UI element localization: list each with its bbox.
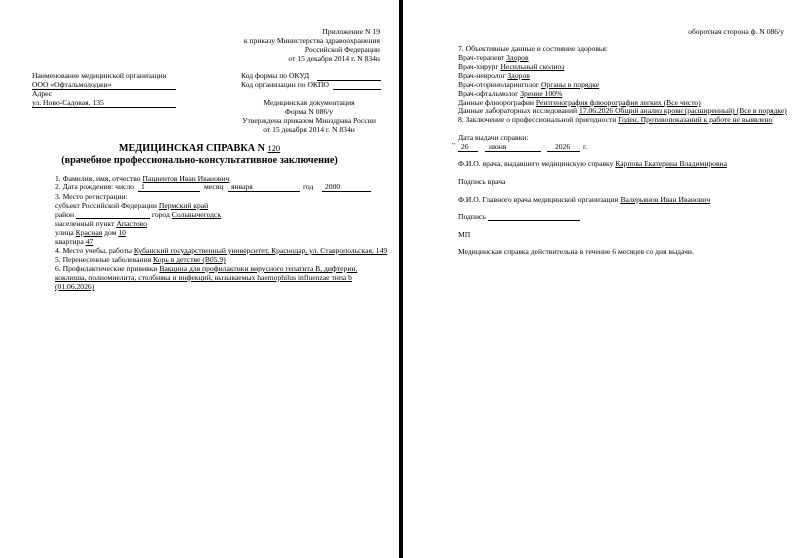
signature-row <box>458 212 580 221</box>
study-row <box>55 246 387 255</box>
doctor-row-ent <box>458 80 599 89</box>
signature-line <box>488 212 580 221</box>
vaccination-label: 6. Профилактические прививки <box>55 264 158 273</box>
doctor-value: Здоров <box>507 71 530 80</box>
doctor-label: Врач-хирург <box>458 62 499 71</box>
city-value: Сольвычегодск <box>171 210 222 219</box>
back-page <box>403 0 800 558</box>
vaccination-row <box>55 264 357 273</box>
district-value-line <box>76 210 150 219</box>
conclusion-value: Годен, Противопоказаний к работе не выявлено <box>618 115 773 124</box>
dob-year-label: год <box>303 182 314 191</box>
org-address-label: Адрес <box>32 89 53 98</box>
org-address-value: ул. Ново-Садовая, 135 <box>32 98 176 108</box>
city-label: город <box>151 210 170 219</box>
doctor-value: Зрение 100% <box>520 89 563 98</box>
apartment-value: 47 <box>85 237 94 246</box>
subject-row <box>55 201 208 210</box>
med-doc-line-2: Форма N 086/у <box>284 107 334 116</box>
subject-value: Пермский край <box>158 201 209 210</box>
fio-value: Пациентов Иван Иванович <box>142 174 230 183</box>
district-label: район <box>55 210 75 219</box>
settlement-value: Апастово <box>116 219 147 228</box>
doctor-fio-label: Ф.И.О. врача, выдавшего медицинскую справку <box>458 159 614 168</box>
stamp-label: МП <box>458 230 471 239</box>
issue-date-label: Дата выдачи справки: <box>458 133 529 142</box>
doctor-fio-row <box>458 159 727 168</box>
apartment-row <box>55 237 93 246</box>
settlement-label: населенный пункт <box>55 219 115 228</box>
validity-note: Медицинская справка действительна в течение 6 месяцев со дня выдачи. <box>458 247 694 256</box>
issue-day <box>458 142 478 152</box>
dob-day-text: 1 <box>141 182 145 191</box>
okud-label: Код формы по ОКУД <box>241 71 310 80</box>
chief-fio-row <box>458 195 710 204</box>
illness-row <box>55 255 226 264</box>
doctor-row-surgeon <box>458 62 564 71</box>
appendix-line-2: к приказу Министерства здравоохранения <box>243 36 380 45</box>
street-row <box>55 228 126 237</box>
issue-year-suffix: г. <box>583 142 588 151</box>
org-name-label: Наименование медицинской организации <box>32 71 167 80</box>
dob-month <box>228 182 300 192</box>
dob-year-text: 2000 <box>325 182 341 191</box>
chief-fio-value: Валерьянов Иван Иванович <box>620 195 711 204</box>
appendix-line-3: Российской Федерации <box>304 45 380 54</box>
issue-year <box>547 142 580 152</box>
doctor-value: Здоров <box>506 53 529 62</box>
issue-month <box>485 142 541 152</box>
doctor-label: Врач-терапевт <box>458 53 505 62</box>
fluorography-label: Данные флюорографии <box>458 98 534 107</box>
document-title-prefix: МЕДИЦИНСКАЯ СПРАВКА N <box>118 143 265 154</box>
okpo-value-line <box>333 80 381 90</box>
fluorography-value: Рентгенография флюорография легких (Все чисто) <box>535 98 701 107</box>
vaccination-value-line-3: (01.06.2026) <box>55 282 95 291</box>
study-label: 4. Место учебы, работы <box>55 246 132 255</box>
doctor-label: Врач-оториноларинголог <box>458 80 540 89</box>
doctor-value: Органы в порядке <box>540 80 600 89</box>
document-subtitle: (врачебное профессионально-консультативное заключение) <box>61 155 338 166</box>
doctor-fio-value: Карпова Екатерина Владимировна <box>615 159 727 168</box>
doctor-signature-label: Подпись врача <box>458 177 506 186</box>
med-doc-line-1: Медицинская документация <box>263 98 355 107</box>
dob-label: 2. Дата рождения: число <box>55 182 134 191</box>
house-value: 10 <box>118 228 126 237</box>
illness-value: Корь в детстве (B05.9) <box>153 255 226 264</box>
document-number: 120 <box>267 144 281 153</box>
okpo-label: Код организации по ОКПО <box>241 80 329 89</box>
dob-month-text: января <box>231 182 253 191</box>
doctor-value: Несильный сколиоз <box>500 62 565 71</box>
issue-month-text: июня <box>489 142 507 151</box>
lab-label: Данные лабораторных исследований <box>458 106 578 115</box>
illness-label: 5. Перенесенные заболевания <box>55 255 152 264</box>
dob-month-label: месяц <box>204 182 224 191</box>
subject-label: субъект Российской Федерации <box>55 201 157 210</box>
front-page <box>0 0 399 558</box>
issue-day-text: 26 <box>461 142 469 151</box>
issue-year-text: 2026 <box>555 142 571 151</box>
lab-row <box>458 106 787 115</box>
dob-year <box>322 182 371 192</box>
conclusion-row <box>458 115 773 124</box>
vaccination-value-line-2: коклюша, полиомиелита, столбняка и инфекций, вызываемых haemophilus influenzae типа b <box>55 273 352 282</box>
appendix-line-4: от 15 декабря 2014 г. N 834н <box>288 54 380 63</box>
district-city-row <box>55 210 221 219</box>
fio-label: 1. Фамилия, имя, отчество <box>55 174 141 183</box>
back-side-label: оборотная сторона ф. N 086/у <box>688 27 784 36</box>
street-value: Красная <box>75 228 103 237</box>
appendix-line-1: Приложение N 19 <box>322 27 380 36</box>
doctor-label: Врач-офтальмолог <box>458 89 519 98</box>
issue-quote: " <box>452 141 456 150</box>
apartment-label: квартира <box>55 237 84 246</box>
conclusion-label: 8. Заключение о профессиональной пригодности <box>458 115 617 124</box>
lab-value: 17.06.2026 Общий анализ крови (расширенный) (Все в порядке) <box>579 106 787 115</box>
med-doc-line-4: от 15 декабря 2014 г. N 834н <box>263 125 355 134</box>
document-title <box>0 143 399 155</box>
doctor-row-therapist <box>458 53 529 62</box>
doctor-row-ophthalmologist <box>458 89 562 98</box>
chief-fio-label: Ф.И.О. Главного врача медицинской организации <box>458 195 619 204</box>
med-doc-line-3: Утверждена приказом Минздрава России <box>242 116 376 125</box>
doctor-label: Врач-невролог <box>458 71 506 80</box>
doctor-row-neurologist <box>458 71 530 80</box>
org-name-value: ООО «Офтальмолоджи» <box>32 80 176 90</box>
signature-label: Подпись <box>458 212 486 221</box>
objective-label: 7. Объективные данные и состояние здоровья: <box>458 44 608 53</box>
settlement-row <box>55 219 147 228</box>
street-label: улица <box>55 228 74 237</box>
registration-label: 3. Место регистрации: <box>55 192 128 201</box>
dob-day <box>138 182 200 192</box>
study-value: Кубанский государственный университет, Краснодар, ул. Ставропольская, 149 <box>133 246 388 255</box>
vaccination-value-line-1: Вакцина для профилактики вирусного гепатита B, дифтерии, <box>159 264 358 273</box>
house-label: дом <box>104 228 117 237</box>
